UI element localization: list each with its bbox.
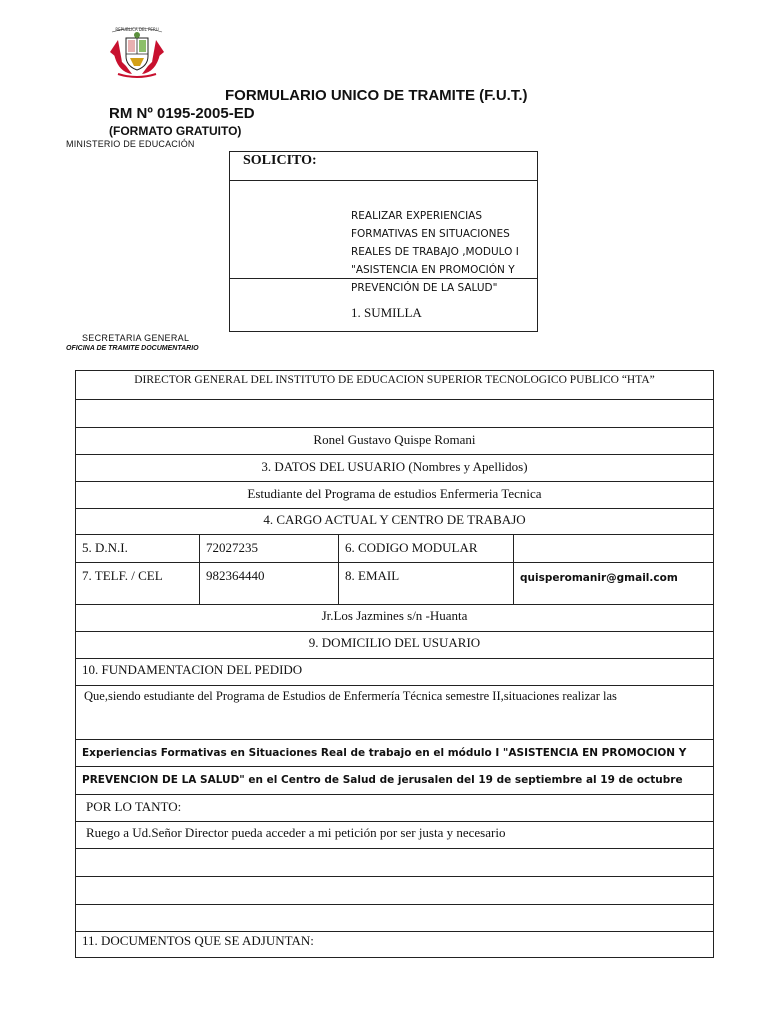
ministry-label: MINISTERIO DE EDUCACIÓN	[66, 139, 195, 149]
therefore-row	[76, 794, 713, 821]
justification-line1: Que,siendo estudiante del Programa de Estudios de Enfermería Técnica semestre II,situaciones realizar las	[84, 689, 617, 703]
dni-value: 72027235	[206, 540, 258, 555]
phone-label: 7. TELF. / CEL	[82, 568, 163, 583]
justification-label: 10. FUNDAMENTACION DEL PEDIDO	[82, 662, 303, 677]
modular-code-value-cell[interactable]	[513, 535, 713, 562]
free-format-note: (FORMATO GRATUITO)	[109, 124, 242, 138]
email-label: 8. EMAIL	[345, 568, 400, 583]
position-label: 4. CARGO ACTUAL Y CENTRO DE TRABAJO	[263, 512, 526, 527]
email-label-cell	[338, 563, 513, 604]
summary-label: 1. SUMILLA	[351, 305, 422, 320]
phone-value-cell[interactable]	[199, 563, 338, 604]
modular-code-label-cell	[338, 535, 513, 562]
justification-line1-row[interactable]	[76, 685, 713, 739]
documents-label-row	[76, 931, 713, 958]
dni-value-cell[interactable]	[199, 535, 338, 562]
address-label-row	[76, 631, 713, 658]
dni-label-cell	[76, 535, 199, 562]
justification-line2: Experiencias Formativas en Situaciones Real de trabajo en el módulo I "ASISTENCIA EN PROMOCION Y	[82, 747, 687, 759]
dni-label: 5. D.N.I.	[82, 540, 128, 555]
position-value: Estudiante del Programa de estudios Enfermeria Tecnica	[247, 486, 542, 501]
request-text: REALIZAR EXPERIENCIAS FORMATIVAS EN SITUACIONES REALES DE TRABAJO ,MODULO I "ASISTENCIA EN PROMOCIÓN Y PREVENCIÓN DE LA SALUD"	[351, 210, 519, 294]
director-row	[76, 371, 713, 399]
therefore-label: POR LO TANTO:	[86, 799, 182, 814]
user-data-label-row	[76, 454, 713, 481]
justification-line3-row[interactable]	[76, 766, 713, 794]
plea-row[interactable]	[76, 821, 713, 848]
summary-row	[230, 278, 537, 331]
blank-row[interactable]	[76, 399, 713, 427]
plea-text: Ruego a Ud.Señor Director pueda acceder a mi petición por ser justa y necesario	[86, 825, 506, 840]
modular-code-label: 6. CODIGO MODULAR	[345, 540, 478, 555]
request-body[interactable]	[230, 180, 537, 294]
emblem-text: REPUBLICA DEL PERU	[115, 27, 159, 32]
address-label: 9. DOMICILIO DEL USUARIO	[308, 635, 481, 650]
justification-line2-row[interactable]	[76, 739, 713, 766]
blank-row[interactable]	[76, 904, 713, 931]
peru-coat-of-arms-icon	[104, 22, 170, 80]
blank-row[interactable]	[76, 876, 713, 904]
justification-line3: PREVENCION DE LA SALUD" en el Centro de Salud de jerusalen del 19 de septiembre al 19 de octubre	[82, 774, 683, 786]
email-value-cell[interactable]	[513, 563, 713, 604]
form-table	[75, 370, 714, 958]
documents-label: 11. DOCUMENTOS QUE SE ADJUNTAN:	[82, 933, 314, 948]
request-header	[230, 152, 537, 181]
resolution-number: RM Nº 0195-2005-ED	[109, 105, 255, 122]
phone-value: 982364440	[206, 568, 265, 583]
user-name: Ronel Gustavo Quispe Romani	[313, 432, 476, 447]
general-secretariat-label: SECRETARIA GENERAL	[82, 333, 190, 343]
email-value: quisperomanir@gmail.com	[520, 572, 678, 584]
form-title: FORMULARIO UNICO DE TRAMITE (F.U.T.)	[225, 87, 528, 104]
phone-label-cell	[76, 563, 199, 604]
dni-row	[76, 534, 713, 562]
phone-email-row	[76, 562, 713, 604]
director-text: DIRECTOR GENERAL DEL INSTITUTO DE EDUCACION SUPERIOR TECNOLOGICO PUBLICO “HTA”	[134, 374, 655, 386]
document-office-label: OFICINA DE TRAMITE DOCUMENTARIO	[66, 345, 199, 352]
position-label-row	[76, 508, 713, 534]
address-value: Jr.Los Jazmines s/n -Huanta	[321, 608, 468, 623]
request-label: SOLICITO:	[243, 153, 317, 168]
blank-row[interactable]	[76, 848, 713, 876]
user-data-label: 3. DATOS DEL USUARIO (Nombres y Apellidos)	[261, 459, 528, 474]
address-value-row[interactable]	[76, 604, 713, 631]
justification-label-row	[76, 658, 713, 685]
name-row[interactable]	[76, 427, 713, 454]
request-box	[229, 151, 538, 332]
position-value-row[interactable]	[76, 481, 713, 508]
